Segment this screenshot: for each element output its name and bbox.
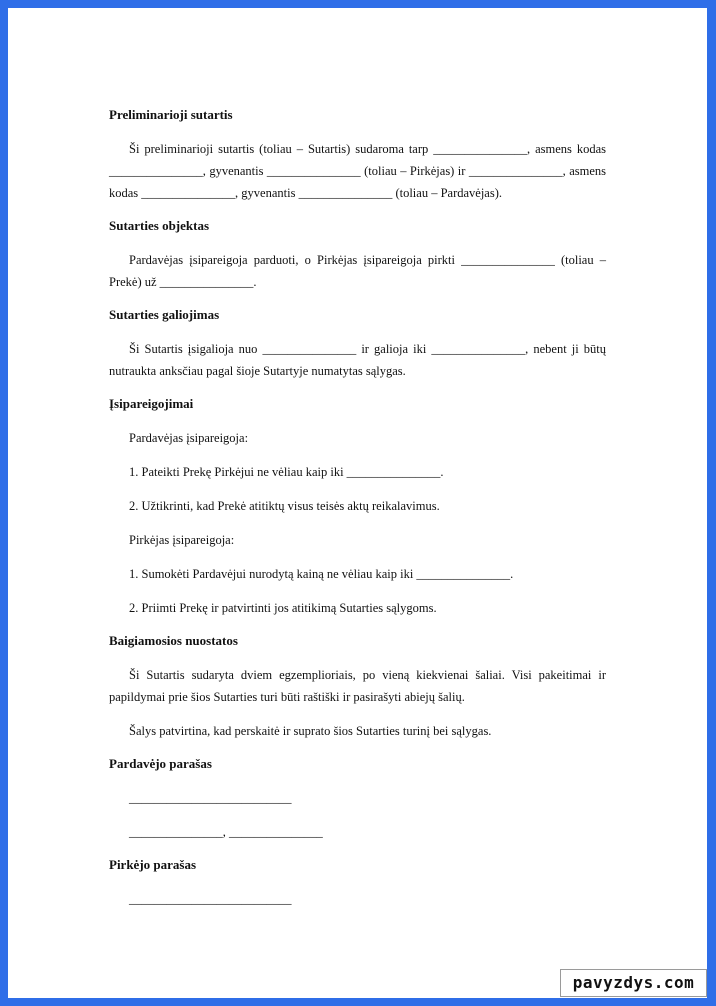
list-item: 1. Sumokėti Pardavėjui nurodytą kainą ne vėliau kaip iki _______________.: [129, 567, 514, 581]
buyer-signature-block: [109, 855, 606, 910]
document-page: [8, 8, 707, 998]
paragraph: Pardavėjas įsipareigoja parduoti, o Pirkėjas įsipareigoja pirkti _______________ (toliau – Prekė) už _______________.: [109, 253, 606, 289]
seller-signature-line: __________________________: [129, 791, 292, 805]
section-heading: Baigiamosios nuostatos: [109, 633, 238, 648]
paragraph: Šalys patvirtina, kad perskaitė ir suprato šios Sutarties turinį bei sąlygas.: [129, 724, 492, 738]
list-item: 1. Pateikti Prekę Pirkėjui ne vėliau kaip iki _______________.: [129, 465, 444, 479]
paragraph: Ši preliminarioji sutartis (toliau – Sutartis) sudaroma tarp _______________, asmens kodas _______________, gyvenantis _______________ (toliau – Pirkėjas) ir _______________, asmens kodas _______________, gyvenantis _______________ (toliau – Pardavėjas).: [109, 142, 606, 200]
paragraph: Pirkėjas įsipareigoja:: [129, 533, 235, 547]
paragraph: Ši Sutartis įsigalioja nuo _______________ ir galioja iki _______________, nebent ji būtų nutraukta anksčiau pagal šioje Sutartyje numatytas sąlygas.: [109, 342, 606, 378]
section-contract-object: [109, 216, 606, 293]
section-contract-validity: [109, 305, 606, 382]
section-obligations: [109, 394, 606, 619]
seller-signature-block: [109, 754, 606, 843]
section-heading: Preliminarioji sutartis: [109, 107, 233, 122]
section-final-provisions: [109, 631, 606, 742]
paragraph: Pardavėjas įsipareigoja:: [129, 431, 249, 445]
paragraph: Ši Sutartis sudaryta dviem egzemplioriais, po vieną kiekvienai šaliai. Visi pakeitimai ir papildymai prie šios Sutarties turi būti raštiški ir pasirašyti abiejų šalių.: [109, 668, 606, 704]
buyer-signature-line: __________________________: [129, 892, 292, 906]
list-item: 2. Užtikrinti, kad Prekė atitiktų visus teisės aktų reikalavimus.: [129, 499, 440, 513]
section-heading: Sutarties galiojimas: [109, 307, 220, 322]
buyer-signature-heading: Pirkėjo parašas: [109, 857, 197, 872]
document-content: [109, 105, 606, 922]
seller-signature-heading: Pardavėjo parašas: [109, 756, 212, 771]
section-heading: Įsipareigojimai: [109, 396, 194, 411]
section-preliminary-contract: [109, 105, 606, 204]
watermark-badge[interactable]: pavyzdys.com: [560, 969, 707, 997]
seller-name-date-line: _______________, _______________: [129, 825, 323, 839]
section-heading: Sutarties objektas: [109, 218, 210, 233]
list-item: 2. Priimti Prekę ir patvirtinti jos atitikimą Sutarties sąlygoms.: [129, 601, 437, 615]
